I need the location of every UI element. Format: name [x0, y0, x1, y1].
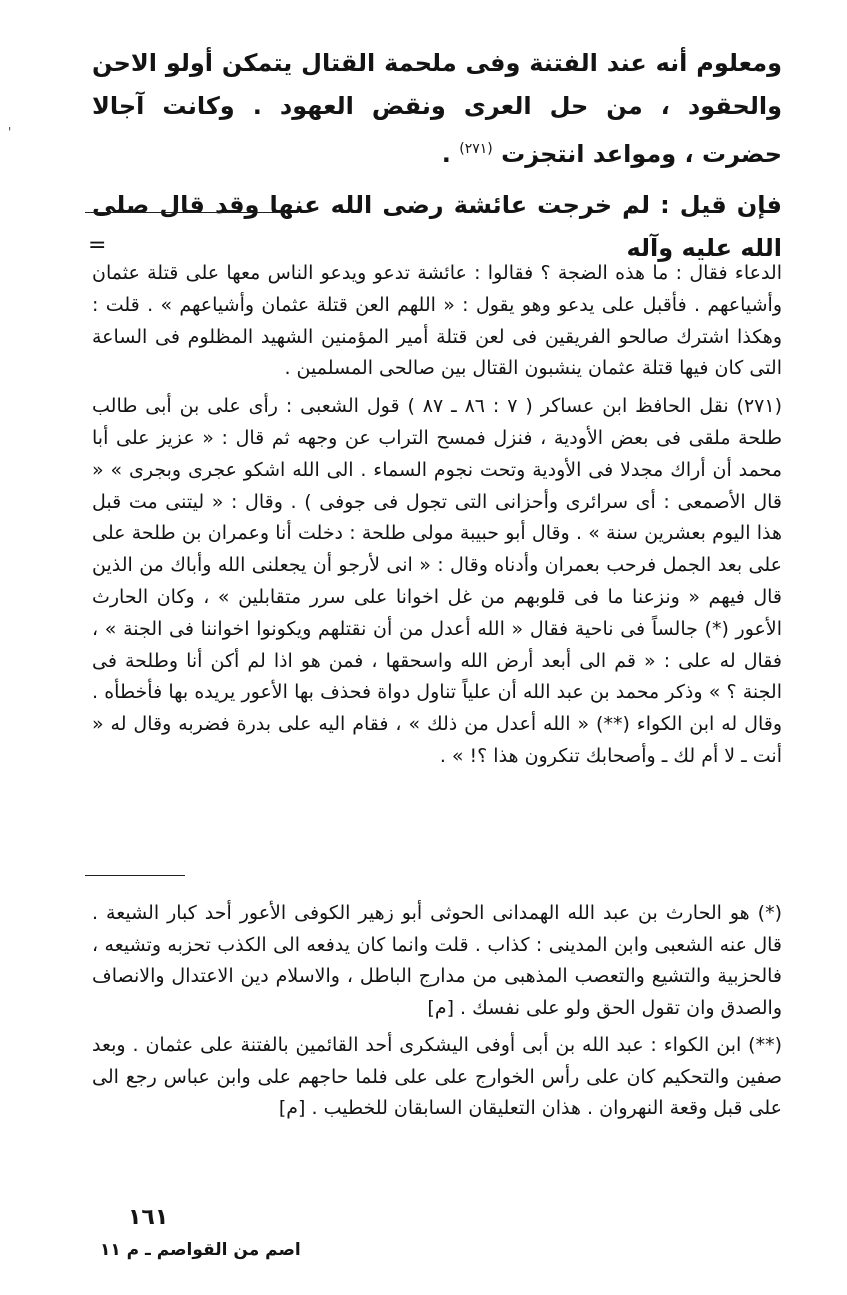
footnote-271: (٢٧١) نقل الحافظ ابن عساكر ( ٧ : ٨٦ ـ ٨٧ ) قول الشعبى : رأى على بن أبى طالب طلحة ملقى فى بعض الأودية ، فنزل فمسح التراب عن وجهه ثم قال : « عزيز على أبا محمد أن أراك مجدلا فى الأودية وتحت نجوم السماء . الى الله اشكو عجرى وبجرى » « قال الأصمعى : أى سرائرى وأحزانى التى تجول فى جوفى ) . وقال : « ليتنى مت قبل هذا اليوم بعشرين سنة » . وقال أبو حبيبة مولى طلحة : دخلت أنا وعمران بن طلحة على على بعد الجمل فرحب بعمران وأدناه وقال : « انى لأرجو أن يجعلنى الله وأباك من الذين قال فيهم « ونزعنا ما فى قلوبهم من غل اخوانا على سرر متقابلين » ، وكان الحارث الأعور (*) جالساً فى ناحية فقال « الله أعدل من أن نقتلهم ويكونوا اخواننا فى الجنة » ، فقال له على : « قم الى أبعد أرض الله واسحقها ، فمن هو اذا لم أكن أنا وطلحة فى الجنة ؟ » وذكر محمد بن عبد الله أن علياً تناول دواة فحذف بها الأعور يريده بها فأخطأه . وقال له ابن الكواء (**) « الله أعدل من ذلك » ، فقام اليه على بدرة فضربه وقال له « أنت ـ لا أم لك ـ وأصحابك تنكرون هذا ؟! » .: [92, 395, 782, 767]
margin-mark: ': [8, 125, 12, 139]
footnote-reference: (٢٧١): [459, 141, 493, 157]
editor-notes-separator: [85, 875, 185, 876]
footnote-ibn-alkawwa: (**) ابن الكواء : عبد الله بن أبى أوفى اليشكرى أحد القائمين بالفتنة على عثمان . وبعد صفين والتحكيم كان على رأس الخوارج على على فلما حاجهم على وابن عباس رجع الى على قبل وقعة النهروان . هذان التعليقان السابقان للخطيب . [م]: [92, 1034, 782, 1119]
main-paragraph-question: فإن قيل : لم خرجت عائشة رضى الله عنها وقد قال صلى الله عليه وآله: [92, 191, 782, 262]
printer-signature: اصم من القواصم ـ م ١١: [100, 1240, 301, 1260]
footnote-separator: [85, 212, 285, 213]
page-number: ١٦١: [128, 1205, 169, 1230]
main-paragraph-end: .: [441, 140, 451, 168]
footnote-continuation: الدعاء فقال : ما هذه الضجة ؟ فقالوا : عائشة تدعو ويدعو الناس معها على قتلة عثمان وأشياعهم . فأقبل على يدعو وهو يقول : « اللهم العن قتلة عثمان وأشياعهم » . قلت : وهكذا اشترك صالحو الفريقين فى لعن قتلة أمير المؤمنين الشهيد المظلوم فى الساعة التى كان فيها قتلة عثمان ينشبون القتال بين صالحى المسلمين .: [92, 262, 782, 380]
footnotes-editor: [92, 898, 782, 1131]
footnote-harith: (*) هو الحارث بن عبد الله الهمدانى الحوثى أبو زهير الكوفى الأعور أحد كبار الشيعة . قال عنه الشعبى وابن المدينى : كذاب . قلت وانما كان يدفعه الى الكذب تحزبه وتشيعه ، فالحزبية والتشيع والتعصب المذهبى من مدارج الباطل ، والاسلام دين الاعتدال والانصاف والصدق وان تقول الحق ولو على نفسك . [م]: [92, 902, 782, 1019]
main-paragraph: [92, 42, 782, 176]
main-text: [92, 42, 782, 278]
continuation-mark: =: [88, 233, 107, 258]
footnotes-upper: [92, 258, 782, 779]
main-paragraph-text: ومعلوم أنه عند الفتنة وفى ملحمة القتال يتمكن أولو الاحن والحقود ، من حل العرى ونقض العهود . وكانت آجالا حضرت ، ومواعد انتجزت: [92, 49, 782, 168]
